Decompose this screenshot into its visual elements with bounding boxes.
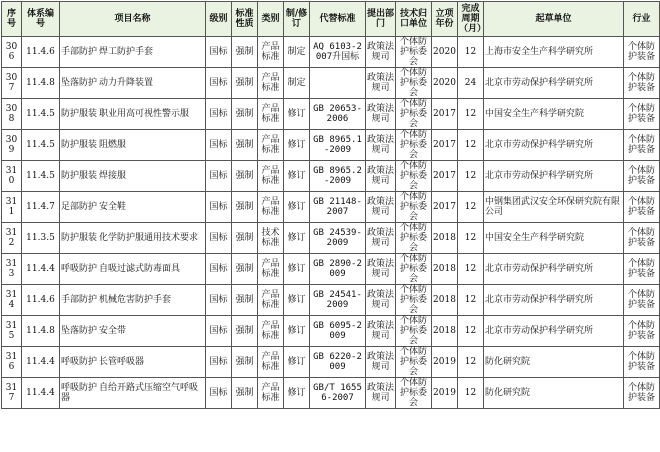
item-name: 长管呼吸器	[99, 357, 145, 367]
industry-cell: 个体防护装备	[624, 99, 660, 130]
project-name-cell	[60, 378, 206, 409]
replaced-standard-cell	[310, 68, 366, 99]
proposing-dept-cell: 政策法规司	[366, 254, 396, 285]
period-months-cell: 12	[458, 99, 484, 130]
category-label: 防护服装	[61, 171, 98, 181]
col-code-header: 体系编号	[22, 2, 60, 37]
period-months-cell: 12	[458, 130, 484, 161]
standard-type-cell: 产品标准	[258, 285, 284, 316]
system-code-cell: 11.4.5	[22, 130, 60, 161]
row-number-cell: 309	[2, 130, 22, 161]
table-row	[2, 130, 660, 161]
project-name-cell	[60, 347, 206, 378]
row-number-cell: 307	[2, 68, 22, 99]
category-label: 呼吸防护	[61, 357, 98, 367]
project-year-cell: 2020	[432, 68, 458, 99]
nature-cell: 强制	[232, 161, 258, 192]
project-year-cell: 2019	[432, 378, 458, 409]
replaced-standard-cell: GB 20653-2006	[310, 99, 366, 130]
category-label: 坠落防护	[61, 78, 98, 88]
industry-cell: 个体防护装备	[624, 223, 660, 254]
replaced-standard-cell: GB 8965.1-2009	[310, 130, 366, 161]
system-code-cell: 11.4.8	[22, 316, 60, 347]
row-number-cell: 316	[2, 347, 22, 378]
level-cell: 国标	[206, 223, 232, 254]
industry-cell: 个体防护装备	[624, 378, 660, 409]
nature-cell: 强制	[232, 99, 258, 130]
drafting-unit-cell: 中国安全生产科学研究院	[484, 223, 624, 254]
item-name: 化学防护服通用技术要求	[99, 233, 199, 243]
level-cell: 国标	[206, 68, 232, 99]
project-year-cell: 2018	[432, 223, 458, 254]
nature-cell: 强制	[232, 316, 258, 347]
table-row	[2, 99, 660, 130]
industry-cell: 个体防护装备	[624, 37, 660, 68]
col-drafter-header: 起草单位	[484, 2, 624, 37]
revision-cell: 修订	[284, 285, 310, 316]
replaced-standard-cell: GB 24541-2009	[310, 285, 366, 316]
period-months-cell: 12	[458, 192, 484, 223]
table-row	[2, 223, 660, 254]
technical-committee-cell: 个体防护标委会	[396, 378, 432, 409]
proposing-dept-cell: 政策法规司	[366, 223, 396, 254]
standard-type-cell: 产品标准	[258, 161, 284, 192]
drafting-unit-cell: 北京市劳动保护科学研究所	[484, 254, 624, 285]
item-name: 安全带	[99, 326, 127, 336]
row-number-cell: 315	[2, 316, 22, 347]
level-cell: 国标	[206, 285, 232, 316]
industry-cell: 个体防护装备	[624, 254, 660, 285]
revision-cell: 修订	[284, 99, 310, 130]
system-code-cell: 11.4.4	[22, 378, 60, 409]
proposing-dept-cell: 政策法规司	[366, 130, 396, 161]
row-number-cell: 311	[2, 192, 22, 223]
revision-cell: 修订	[284, 223, 310, 254]
standard-type-cell: 产品标准	[258, 192, 284, 223]
project-year-cell: 2019	[432, 347, 458, 378]
col-period-header: 完成周期（月）	[458, 2, 484, 37]
technical-committee-cell: 个体防护标委会	[396, 223, 432, 254]
replaced-standard-cell: AQ 6103-2007升国标	[310, 37, 366, 68]
row-number-cell: 310	[2, 161, 22, 192]
drafting-unit-cell: 北京市劳动保护科学研究所	[484, 68, 624, 99]
table-row	[2, 378, 660, 409]
item-name: 阻燃服	[99, 140, 127, 150]
project-year-cell: 2018	[432, 285, 458, 316]
revision-cell: 制定	[284, 68, 310, 99]
standard-type-cell: 产品标准	[258, 130, 284, 161]
period-months-cell: 12	[458, 285, 484, 316]
technical-committee-cell: 个体防护标委会	[396, 316, 432, 347]
category-label: 防护服装	[61, 109, 98, 119]
item-name: 自给开路式压缩空气呼吸器	[61, 383, 199, 403]
standard-type-cell: 产品标准	[258, 99, 284, 130]
table-row	[2, 161, 660, 192]
technical-committee-cell: 个体防护标委会	[396, 130, 432, 161]
system-code-cell: 11.4.5	[22, 99, 60, 130]
level-cell: 国标	[206, 161, 232, 192]
technical-committee-cell: 个体防护标委会	[396, 37, 432, 68]
project-name-cell	[60, 99, 206, 130]
project-name-cell	[60, 161, 206, 192]
level-cell: 国标	[206, 192, 232, 223]
drafting-unit-cell: 北京市劳动保护科学研究所	[484, 130, 624, 161]
drafting-unit-cell: 中钢集团武汉安全环保研究院有限公司	[484, 192, 624, 223]
col-project-name-header: 项目名称	[60, 2, 206, 37]
period-months-cell: 12	[458, 37, 484, 68]
project-year-cell: 2017	[432, 130, 458, 161]
nature-cell: 强制	[232, 285, 258, 316]
nature-cell: 强制	[232, 192, 258, 223]
system-code-cell: 11.4.5	[22, 161, 60, 192]
row-number-cell: 312	[2, 223, 22, 254]
technical-committee-cell: 个体防护标委会	[396, 161, 432, 192]
table-row	[2, 347, 660, 378]
level-cell: 国标	[206, 130, 232, 161]
project-year-cell: 2017	[432, 99, 458, 130]
col-replace-header: 代替标准	[310, 2, 366, 37]
level-cell: 国标	[206, 378, 232, 409]
nature-cell: 强制	[232, 68, 258, 99]
revision-cell: 修订	[284, 316, 310, 347]
nature-cell: 强制	[232, 347, 258, 378]
col-no-header: 序号	[2, 2, 22, 37]
header-row	[2, 2, 660, 37]
project-year-cell: 2017	[432, 161, 458, 192]
industry-cell: 个体防护装备	[624, 68, 660, 99]
period-months-cell: 12	[458, 347, 484, 378]
nature-cell: 强制	[232, 254, 258, 285]
period-months-cell: 12	[458, 378, 484, 409]
period-months-cell: 12	[458, 161, 484, 192]
category-label: 防护服装	[61, 140, 98, 150]
item-name: 安全鞋	[99, 202, 127, 212]
level-cell: 国标	[206, 37, 232, 68]
drafting-unit-cell: 中国安全生产科学研究院	[484, 99, 624, 130]
revision-cell: 修订	[284, 130, 310, 161]
project-name-cell	[60, 68, 206, 99]
drafting-unit-cell: 北京市劳动保护科学研究所	[484, 285, 624, 316]
row-number-cell: 314	[2, 285, 22, 316]
industry-cell: 个体防护装备	[624, 285, 660, 316]
nature-cell: 强制	[232, 130, 258, 161]
revision-cell: 修订	[284, 192, 310, 223]
replaced-standard-cell: GB 8965.2-2009	[310, 161, 366, 192]
drafting-unit-cell: 北京市劳动保护科学研究所	[484, 316, 624, 347]
col-industry-header: 行业	[624, 2, 660, 37]
industry-cell: 个体防护装备	[624, 130, 660, 161]
revision-cell: 修订	[284, 254, 310, 285]
level-cell: 国标	[206, 316, 232, 347]
table-row	[2, 37, 660, 68]
replaced-standard-cell: GB 21148-2007	[310, 192, 366, 223]
replaced-standard-cell: GB 2890-2009	[310, 254, 366, 285]
proposing-dept-cell: 政策法规司	[366, 37, 396, 68]
system-code-cell: 11.4.8	[22, 68, 60, 99]
project-year-cell: 2020	[432, 37, 458, 68]
nature-cell: 强制	[232, 378, 258, 409]
project-name-cell	[60, 254, 206, 285]
category-label: 防护服装	[61, 233, 98, 243]
level-cell: 国标	[206, 99, 232, 130]
drafting-unit-cell: 上海市安全生产科学研究所	[484, 37, 624, 68]
item-name: 焊接服	[99, 171, 127, 181]
replaced-standard-cell: GB 6095-2009	[310, 316, 366, 347]
standard-type-cell: 产品标准	[258, 378, 284, 409]
table-body	[2, 37, 660, 409]
project-year-cell: 2017	[432, 192, 458, 223]
period-months-cell: 12	[458, 223, 484, 254]
proposing-dept-cell: 政策法规司	[366, 99, 396, 130]
standards-table	[1, 1, 660, 409]
industry-cell: 个体防护装备	[624, 192, 660, 223]
proposing-dept-cell: 政策法规司	[366, 316, 396, 347]
system-code-cell: 11.4.7	[22, 192, 60, 223]
system-code-cell: 11.4.6	[22, 285, 60, 316]
project-year-cell: 2018	[432, 254, 458, 285]
technical-committee-cell: 个体防护标委会	[396, 347, 432, 378]
project-name-cell	[60, 192, 206, 223]
item-name: 焊工防护手套	[99, 47, 154, 57]
revision-cell: 修订	[284, 161, 310, 192]
proposing-dept-cell: 政策法规司	[366, 68, 396, 99]
row-number-cell: 308	[2, 99, 22, 130]
technical-committee-cell: 个体防护标委会	[396, 99, 432, 130]
replaced-standard-cell: GB 6220-2009	[310, 347, 366, 378]
technical-committee-cell: 个体防护标委会	[396, 68, 432, 99]
project-name-cell	[60, 37, 206, 68]
period-months-cell: 24	[458, 68, 484, 99]
table-row	[2, 68, 660, 99]
col-revision-header: 制/修订	[284, 2, 310, 37]
col-type-header: 类别	[258, 2, 284, 37]
project-name-cell	[60, 130, 206, 161]
standard-type-cell: 产品标准	[258, 254, 284, 285]
row-number-cell: 313	[2, 254, 22, 285]
table-row	[2, 192, 660, 223]
proposing-dept-cell: 政策法规司	[366, 378, 396, 409]
revision-cell: 修订	[284, 347, 310, 378]
project-name-cell	[60, 223, 206, 254]
revision-cell: 修订	[284, 378, 310, 409]
industry-cell: 个体防护装备	[624, 161, 660, 192]
standard-type-cell: 产品标准	[258, 316, 284, 347]
row-number-cell: 317	[2, 378, 22, 409]
level-cell: 国标	[206, 254, 232, 285]
replaced-standard-cell: GB 24539-2009	[310, 223, 366, 254]
standard-type-cell: 产品标准	[258, 37, 284, 68]
item-name: 机械危害防护手套	[99, 295, 172, 305]
technical-committee-cell: 个体防护标委会	[396, 285, 432, 316]
level-cell: 国标	[206, 347, 232, 378]
drafting-unit-cell: 北京市劳动保护科学研究所	[484, 161, 624, 192]
technical-committee-cell: 个体防护标委会	[396, 192, 432, 223]
category-label: 手部防护	[61, 295, 98, 305]
nature-cell: 强制	[232, 223, 258, 254]
system-code-cell: 11.3.5	[22, 223, 60, 254]
table-row	[2, 285, 660, 316]
category-label: 坠落防护	[61, 326, 98, 336]
col-dept-header: 提出部门	[366, 2, 396, 37]
table-row	[2, 254, 660, 285]
col-nature-header: 标准性质	[232, 2, 258, 37]
drafting-unit-cell: 防化研究院	[484, 378, 624, 409]
nature-cell: 强制	[232, 37, 258, 68]
standard-type-cell: 产品标准	[258, 68, 284, 99]
project-name-cell	[60, 316, 206, 347]
category-label: 足部防护	[61, 202, 98, 212]
col-year-header: 立项年份	[432, 2, 458, 37]
col-tc-header: 技术归口单位	[396, 2, 432, 37]
system-code-cell: 11.4.4	[22, 347, 60, 378]
proposing-dept-cell: 政策法规司	[366, 285, 396, 316]
category-label: 呼吸防护	[61, 383, 98, 393]
replaced-standard-cell: GB/T 16556-2007	[310, 378, 366, 409]
industry-cell: 个体防护装备	[624, 316, 660, 347]
proposing-dept-cell: 政策法规司	[366, 161, 396, 192]
item-name: 动力升降装置	[99, 78, 154, 88]
drafting-unit-cell: 防化研究院	[484, 347, 624, 378]
col-level-header: 级别	[206, 2, 232, 37]
category-label: 手部防护	[61, 47, 98, 57]
period-months-cell: 12	[458, 254, 484, 285]
item-name: 自吸过滤式防毒面具	[99, 264, 181, 274]
item-name: 职业用高可视性警示服	[99, 109, 190, 119]
revision-cell: 制定	[284, 37, 310, 68]
technical-committee-cell: 个体防护标委会	[396, 254, 432, 285]
period-months-cell: 12	[458, 316, 484, 347]
category-label: 呼吸防护	[61, 264, 98, 274]
project-name-cell	[60, 285, 206, 316]
system-code-cell: 11.4.4	[22, 254, 60, 285]
project-year-cell: 2018	[432, 316, 458, 347]
industry-cell: 个体防护装备	[624, 347, 660, 378]
proposing-dept-cell: 政策法规司	[366, 192, 396, 223]
standard-type-cell: 技术标准	[258, 223, 284, 254]
standard-type-cell: 产品标准	[258, 347, 284, 378]
system-code-cell: 11.4.6	[22, 37, 60, 68]
table-row	[2, 316, 660, 347]
proposing-dept-cell: 政策法规司	[366, 347, 396, 378]
row-number-cell: 306	[2, 37, 22, 68]
